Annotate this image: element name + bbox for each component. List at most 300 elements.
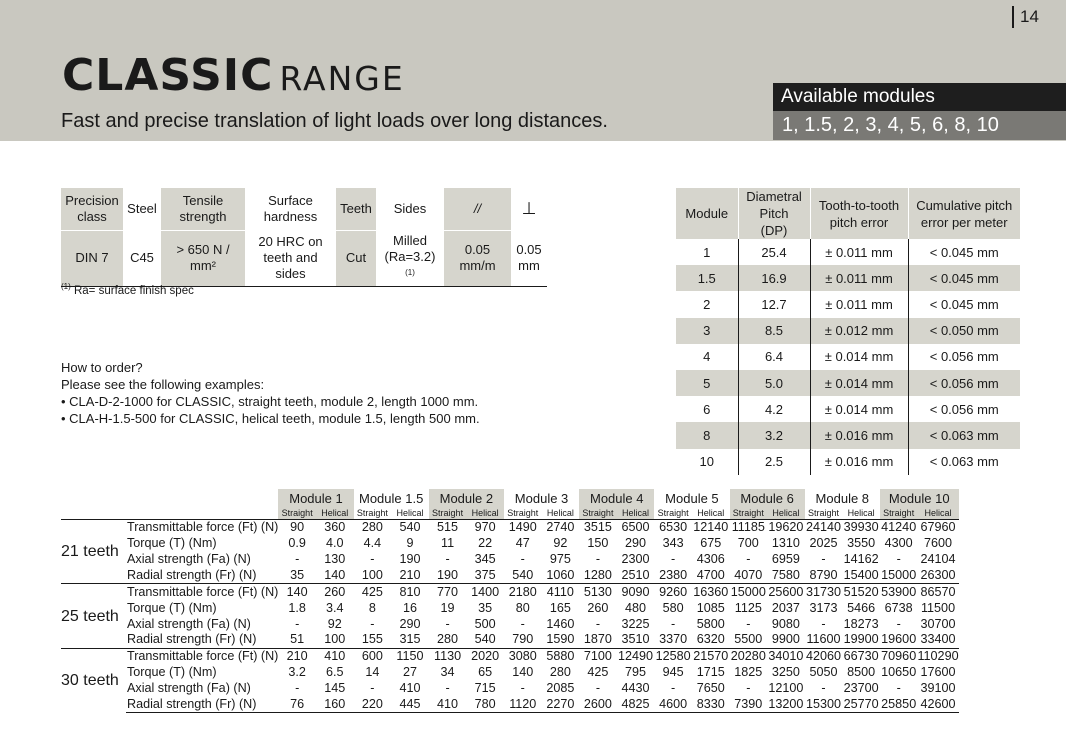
- perf-value: 280: [437, 632, 459, 647]
- perf-value: 24104: [920, 552, 956, 567]
- pitch-cell: 12.7: [738, 291, 810, 317]
- pitch-table: [676, 188, 1020, 475]
- pitch-cell: < 0.045 mm: [908, 265, 1020, 291]
- perf-value: 375: [474, 568, 496, 583]
- perf-value: 2740: [542, 520, 580, 536]
- spec-precision: DIN 7: [61, 230, 123, 286]
- perf-value: 31730: [805, 584, 842, 599]
- perf-sub-header: Straight: [356, 508, 388, 518]
- perf-value: 47: [515, 536, 530, 551]
- perf-value: 6530: [654, 520, 692, 536]
- perf-value: 12490: [618, 649, 654, 664]
- pitch-cell: ± 0.011 mm: [810, 291, 908, 317]
- perf-value: 19620: [768, 520, 804, 535]
- perf-sub-header: Helical: [396, 508, 424, 518]
- perf-value: 8790: [809, 568, 838, 583]
- perf-value: 410: [429, 697, 467, 713]
- perf-row: [61, 584, 959, 600]
- pitch-cell: 25.4: [738, 239, 810, 265]
- perf-value: 34010: [768, 649, 804, 664]
- pitch-cell: 10: [699, 454, 714, 470]
- perf-value: -: [671, 680, 676, 695]
- perf-value: 7100: [579, 648, 617, 664]
- perf-value: 5500: [734, 632, 763, 647]
- perf-module-header: Module 10: [880, 489, 959, 508]
- perf-value: 5050: [809, 664, 838, 679]
- footnote-text: Ra= surface finish spec: [73, 284, 194, 297]
- perf-value: 540: [512, 568, 534, 583]
- spec-teeth: Cut: [336, 230, 376, 286]
- perf-value: 140: [512, 664, 534, 679]
- perf-value: -: [671, 552, 676, 567]
- perf-value: 17600: [920, 664, 956, 679]
- perf-value: 315: [399, 632, 421, 647]
- perf-value: 12580: [655, 649, 691, 664]
- perf-corner: [61, 489, 278, 508]
- perf-value: 11: [441, 536, 455, 551]
- perf-value: 9080: [771, 616, 800, 631]
- perf-value: 140: [324, 568, 346, 583]
- perf-module-header: Module 2: [429, 489, 504, 508]
- perf-value: 3370: [659, 632, 688, 647]
- perf-value: 1280: [583, 568, 612, 583]
- perf-value: 515: [429, 520, 467, 536]
- perf-value: 4825: [617, 697, 655, 713]
- pitch-row: [676, 239, 1020, 265]
- perf-value: 39930: [843, 520, 879, 535]
- perf-sub-header: Helical: [847, 508, 875, 518]
- perf-value: 16: [402, 600, 417, 615]
- perf-row-label: Axial strength (Fa) (N): [127, 616, 251, 631]
- pitch-cell: ± 0.014 mm: [810, 344, 908, 370]
- perf-value: 92: [553, 536, 568, 551]
- perf-sub-header: Straight: [807, 508, 840, 518]
- perf-value: 675: [700, 536, 722, 551]
- pitch-cell: ± 0.016 mm: [810, 422, 908, 448]
- perf-value: 30700: [920, 616, 956, 631]
- pitch-row: [676, 318, 1020, 344]
- perf-sub-header: Straight: [429, 508, 467, 520]
- perf-value: 220: [354, 697, 392, 713]
- available-modules-heading: Available modules: [773, 83, 1066, 111]
- perf-value: 790: [512, 632, 534, 647]
- perf-value: 3510: [621, 632, 650, 647]
- perf-value: 1715: [696, 664, 725, 679]
- perf-value: 2085: [546, 680, 575, 695]
- spec-sides-footnote-ref: (1): [405, 267, 415, 277]
- perf-row: [61, 520, 959, 536]
- perf-value: 80: [515, 600, 530, 615]
- perf-value: -: [671, 616, 676, 631]
- pitch-cell: < 0.045 mm: [908, 239, 1020, 265]
- perf-value: 260: [587, 600, 609, 615]
- perf-value: 1825: [734, 664, 763, 679]
- perf-value: 18273: [843, 616, 879, 631]
- perf-value: 780: [466, 697, 504, 713]
- perf-value: 26300: [920, 568, 956, 583]
- perf-value: -: [821, 680, 826, 695]
- perf-value: -: [520, 616, 525, 631]
- perf-value: -: [370, 616, 375, 631]
- perf-value: 39100: [920, 680, 956, 695]
- perf-value: 770: [429, 584, 467, 600]
- perf-value: 5880: [542, 648, 580, 664]
- perf-value: 600: [354, 648, 392, 664]
- pitch-cell: 2: [703, 296, 711, 312]
- perf-value: 51: [290, 632, 305, 647]
- perf-value: 13200: [768, 696, 804, 711]
- page-number: 14: [1012, 6, 1039, 28]
- perf-value: 290: [399, 616, 421, 631]
- perf-value: 540: [474, 632, 496, 647]
- perf-row-label: Torque (T) (Nm): [127, 536, 217, 551]
- perf-value: 3173: [809, 600, 838, 615]
- perf-value: 9: [406, 536, 414, 551]
- page-subtitle: Fast and precise translation of light loads over long distances.: [61, 110, 608, 132]
- available-modules-values: 1, 1.5, 2, 3, 4, 5, 6, 8, 10: [773, 111, 1066, 140]
- perf-value: 3.2: [288, 664, 306, 679]
- available-modules-box: [773, 83, 1066, 140]
- pitch-row: [676, 396, 1020, 422]
- perf-value: 2600: [579, 697, 617, 713]
- perf-value: 9260: [654, 584, 692, 600]
- spec-header-steel: Steel: [123, 188, 161, 230]
- perf-value: 410: [316, 648, 354, 664]
- pitch-cell: ± 0.011 mm: [810, 239, 908, 265]
- perf-row-label: Transmittable force (Ft) (N): [127, 584, 279, 599]
- perf-value: 155: [361, 632, 383, 647]
- perf-row: [61, 664, 959, 680]
- pitch-row: [676, 449, 1020, 475]
- perf-value: 425: [354, 584, 392, 600]
- perf-value: -: [595, 552, 601, 567]
- title-light: RANGE: [279, 59, 405, 98]
- pitch-cell: < 0.050 mm: [908, 318, 1020, 344]
- perf-value: 700: [737, 536, 759, 551]
- perf-value: 4.0: [326, 536, 344, 551]
- perf-value: 25770: [843, 696, 879, 711]
- pitch-header-module: Module: [676, 188, 738, 239]
- spec-header-precision: Precision class: [61, 188, 123, 230]
- perf-value: 4430: [621, 680, 650, 695]
- pitch-cell: 6.4: [738, 344, 810, 370]
- perf-value: 7650: [696, 680, 725, 695]
- perf-value: 580: [662, 600, 684, 615]
- pitch-header-tooth-error: Tooth-to-tooth pitch error: [810, 188, 908, 239]
- perf-value: 67960: [917, 520, 958, 536]
- perf-value: 15400: [843, 568, 879, 583]
- perf-value: 2037: [771, 600, 800, 615]
- perf-module-header: Module 3: [514, 491, 569, 506]
- perf-value: 2020: [466, 648, 504, 664]
- perf-value: 4.4: [363, 536, 382, 551]
- order-question: How to order?: [61, 360, 143, 375]
- perf-value: -: [370, 552, 375, 567]
- perf-value: 500: [474, 616, 496, 631]
- perf-value: 2300: [621, 552, 650, 567]
- pitch-row: [676, 291, 1020, 317]
- perf-value: -: [821, 552, 826, 567]
- perf-corner-sub: [61, 508, 278, 520]
- perf-value: 4700: [696, 568, 725, 583]
- perf-module-header: Module 6: [730, 489, 805, 508]
- perf-value: 21570: [693, 649, 729, 664]
- perf-value: 12140: [693, 520, 729, 535]
- pitch-row: [676, 422, 1020, 448]
- perf-value: 19900: [843, 632, 879, 647]
- perf-value: 1460: [546, 616, 575, 631]
- perf-value: -: [896, 552, 901, 567]
- perf-value: 86570: [917, 584, 958, 600]
- perf-value: 22: [478, 536, 493, 551]
- perf-sub-header: Helical: [917, 508, 958, 520]
- perf-value: 11500: [920, 600, 956, 615]
- perf-sub-header: Straight: [657, 508, 689, 518]
- order-example: • CLA-D-2-1000 for CLASSIC, straight teeth, module 2, length 1000 mm.: [61, 394, 479, 409]
- perf-value: 6959: [771, 552, 800, 567]
- pitch-cell: 8: [676, 422, 738, 448]
- perf-row-label: Torque (T) (Nm): [127, 664, 217, 679]
- perf-value: 445: [391, 697, 429, 713]
- perf-group-label: 25 teeth: [61, 584, 126, 648]
- perf-sub-header: Helical: [466, 508, 504, 520]
- perf-value: 945: [662, 664, 684, 679]
- perf-value: 0.9: [288, 536, 306, 551]
- spec-header-sides: Sides: [376, 188, 444, 230]
- perf-value: 2380: [659, 568, 688, 583]
- perf-row: [61, 536, 959, 552]
- pitch-header-dp: Diametral Pitch (DP): [738, 188, 810, 239]
- perf-value: 3225: [621, 616, 650, 631]
- perf-value: 1150: [391, 648, 429, 664]
- perf-value: 25850: [881, 696, 917, 711]
- perf-sub-header: Helical: [316, 508, 354, 520]
- perf-value: 51520: [843, 584, 879, 599]
- pitch-cell: 1: [703, 244, 711, 260]
- perf-value: 33400: [920, 632, 956, 647]
- pitch-row: [676, 344, 1020, 370]
- perf-value: 14162: [843, 552, 879, 567]
- perf-row-label: Axial strength (Fa) (N): [127, 552, 251, 567]
- pitch-row: [676, 370, 1020, 396]
- perf-value: 6.5: [326, 664, 344, 679]
- perf-value: 7600: [924, 536, 953, 551]
- perf-value: -: [595, 616, 601, 631]
- perf-row-label: Radial strength (Fr) (N): [127, 632, 257, 647]
- perf-value: 1590: [546, 632, 575, 647]
- pitch-cell: ± 0.016 mm: [810, 449, 908, 475]
- spec-footnote: [61, 282, 194, 297]
- perf-value: 3515: [579, 520, 617, 536]
- perf-value: 24140: [805, 520, 842, 535]
- spec-sides-line2: (Ra=3.2): [384, 248, 436, 264]
- perf-row-label: Torque (T) (Nm): [127, 600, 217, 615]
- perf-value: 480: [625, 600, 647, 615]
- perf-value: 1120: [504, 697, 542, 713]
- perf-value: -: [821, 616, 826, 631]
- perf-value: 540: [391, 520, 429, 536]
- perf-value: 145: [324, 680, 346, 695]
- performance-table: [61, 489, 959, 713]
- perf-value: 360: [316, 520, 354, 536]
- perf-value: 65: [478, 664, 493, 679]
- spec-header-teeth: Teeth: [336, 188, 376, 230]
- perf-value: 8330: [692, 697, 730, 713]
- perf-value: 1125: [734, 600, 762, 615]
- perf-row: [61, 632, 959, 648]
- spec-steel: C45: [123, 230, 161, 286]
- perf-value: 34: [440, 664, 455, 679]
- perf-value: 92: [327, 616, 342, 631]
- perf-value: 2270: [542, 697, 580, 713]
- perf-value: 1400: [466, 584, 504, 600]
- spec-table: [61, 188, 547, 287]
- perf-value: 2180: [504, 584, 542, 600]
- perf-row-label: Axial strength (Fa) (N): [127, 680, 251, 695]
- perf-value: -: [445, 616, 450, 631]
- perf-value: 190: [399, 552, 421, 567]
- pitch-row: [676, 265, 1020, 291]
- perf-value: 3250: [771, 664, 800, 679]
- perf-sub-header: Straight: [880, 508, 918, 520]
- pitch-cell: ± 0.012 mm: [810, 318, 908, 344]
- pitch-cell: 8.5: [738, 318, 810, 344]
- perf-value: 9900: [771, 632, 800, 647]
- perf-module-header: Module 1.5: [359, 491, 424, 506]
- perf-value: 20280: [730, 649, 766, 664]
- perf-value: 27: [402, 664, 417, 679]
- spec-sides: [376, 230, 444, 286]
- perf-group-label: 30 teeth: [61, 648, 126, 712]
- perf-value: 15300: [805, 696, 842, 711]
- perf-value: 6320: [696, 632, 725, 647]
- order-intro: Please see the following examples:: [61, 377, 265, 392]
- perf-value: 210: [278, 648, 316, 664]
- header-banner: [0, 0, 1066, 141]
- perf-module-header: Module 8: [815, 491, 870, 506]
- perf-value: 1.8: [288, 600, 306, 615]
- perf-sub-header: Helical: [617, 508, 655, 520]
- perf-sub-header: Straight: [730, 508, 768, 520]
- perf-value: 4306: [696, 552, 725, 567]
- perf-row-label: Transmittable force (Ft) (N): [127, 520, 279, 535]
- perf-value: 19: [440, 600, 455, 615]
- perf-value: 5130: [579, 584, 617, 600]
- pitch-cell: 3: [676, 318, 738, 344]
- title-bold: CLASSIC: [62, 50, 274, 101]
- perf-value: 70960: [881, 649, 917, 664]
- perf-value: 15000: [730, 584, 766, 599]
- perf-sub-header: Helical: [697, 508, 725, 518]
- perf-value: 8500: [847, 664, 876, 679]
- perf-row: [61, 616, 959, 632]
- perf-value: 5466: [847, 600, 876, 615]
- perf-value: -: [746, 552, 751, 567]
- perf-value: 10650: [881, 664, 917, 679]
- spec-header-hardness: Surface hardness: [245, 188, 336, 230]
- perf-value: 1130: [429, 648, 467, 664]
- perf-value: 1490: [504, 520, 542, 536]
- perf-value: 14: [365, 664, 380, 679]
- perf-value: 425: [587, 664, 609, 679]
- perf-value: -: [445, 552, 450, 567]
- perf-value: 6500: [617, 520, 655, 536]
- pitch-cell: 1.5: [676, 265, 738, 291]
- pitch-cell: < 0.063 mm: [908, 449, 1020, 475]
- pitch-cell: ± 0.014 mm: [810, 396, 908, 422]
- perf-value: 42600: [917, 697, 958, 713]
- perf-value: -: [445, 680, 450, 695]
- pitch-cell: 16.9: [738, 265, 810, 291]
- perf-sub-header: Straight: [507, 508, 539, 518]
- perf-value: 4300: [884, 536, 913, 551]
- perf-value: 110290: [917, 649, 959, 664]
- perf-value: 7390: [730, 697, 768, 713]
- perf-group-label: 21 teeth: [61, 520, 126, 584]
- perf-sub-header: Straight: [278, 508, 316, 520]
- perf-value: 1060: [546, 568, 575, 583]
- perf-value: 9090: [617, 584, 655, 600]
- pitch-cell: 4.2: [738, 396, 810, 422]
- perf-value: 795: [625, 664, 647, 679]
- perf-module-header: Module 1: [278, 489, 353, 508]
- perf-module-header: Module 5: [665, 491, 719, 506]
- perf-value: 150: [587, 536, 609, 551]
- perf-value: 4070: [734, 568, 763, 583]
- perf-value: 11600: [806, 632, 841, 647]
- spec-parallelism: 0.05 mm/m: [444, 230, 511, 286]
- pitch-cell: < 0.056 mm: [908, 370, 1020, 396]
- perf-value: 410: [399, 680, 421, 695]
- perf-value: 260: [316, 584, 354, 600]
- perf-row: [61, 680, 959, 696]
- perf-value: -: [896, 616, 901, 631]
- perf-value: 76: [278, 697, 316, 713]
- spec-header-tensile: Tensile strength: [161, 188, 245, 230]
- perf-value: 280: [549, 664, 571, 679]
- perf-value: 100: [361, 568, 383, 583]
- perf-value: 100: [324, 632, 346, 647]
- perf-value: 2510: [621, 568, 650, 583]
- pitch-cell: ± 0.014 mm: [810, 370, 908, 396]
- pitch-cell: 3.2: [738, 422, 810, 448]
- perf-row-label: Radial strength (Fr) (N): [126, 697, 278, 713]
- perf-value: 53900: [881, 584, 917, 599]
- perf-value: 210: [399, 568, 421, 583]
- pitch-cell: < 0.045 mm: [908, 291, 1020, 317]
- perf-value: 6738: [884, 600, 913, 615]
- perf-value: 1085: [696, 600, 725, 615]
- perf-value: -: [595, 680, 601, 695]
- pitch-cell: 4: [703, 349, 711, 365]
- perf-value: 2025: [809, 536, 838, 551]
- perf-row: [61, 568, 959, 584]
- perf-value: 42060: [805, 649, 842, 664]
- perf-value: 15000: [881, 568, 917, 583]
- perf-value: 165: [549, 600, 571, 615]
- perf-value: 810: [391, 584, 429, 600]
- pitch-cell: 5.0: [738, 370, 810, 396]
- pitch-header-cumulative-error: Cumulative pitch error per meter: [908, 188, 1020, 239]
- page-title: [62, 50, 405, 101]
- perf-row: [61, 648, 959, 664]
- perf-row: [61, 697, 959, 713]
- perf-value: 90: [278, 520, 316, 536]
- perf-value: -: [520, 680, 525, 695]
- how-to-order: [61, 359, 480, 427]
- perf-value: 16360: [693, 584, 729, 599]
- spec-tensile: > 650 N / mm²: [161, 230, 245, 286]
